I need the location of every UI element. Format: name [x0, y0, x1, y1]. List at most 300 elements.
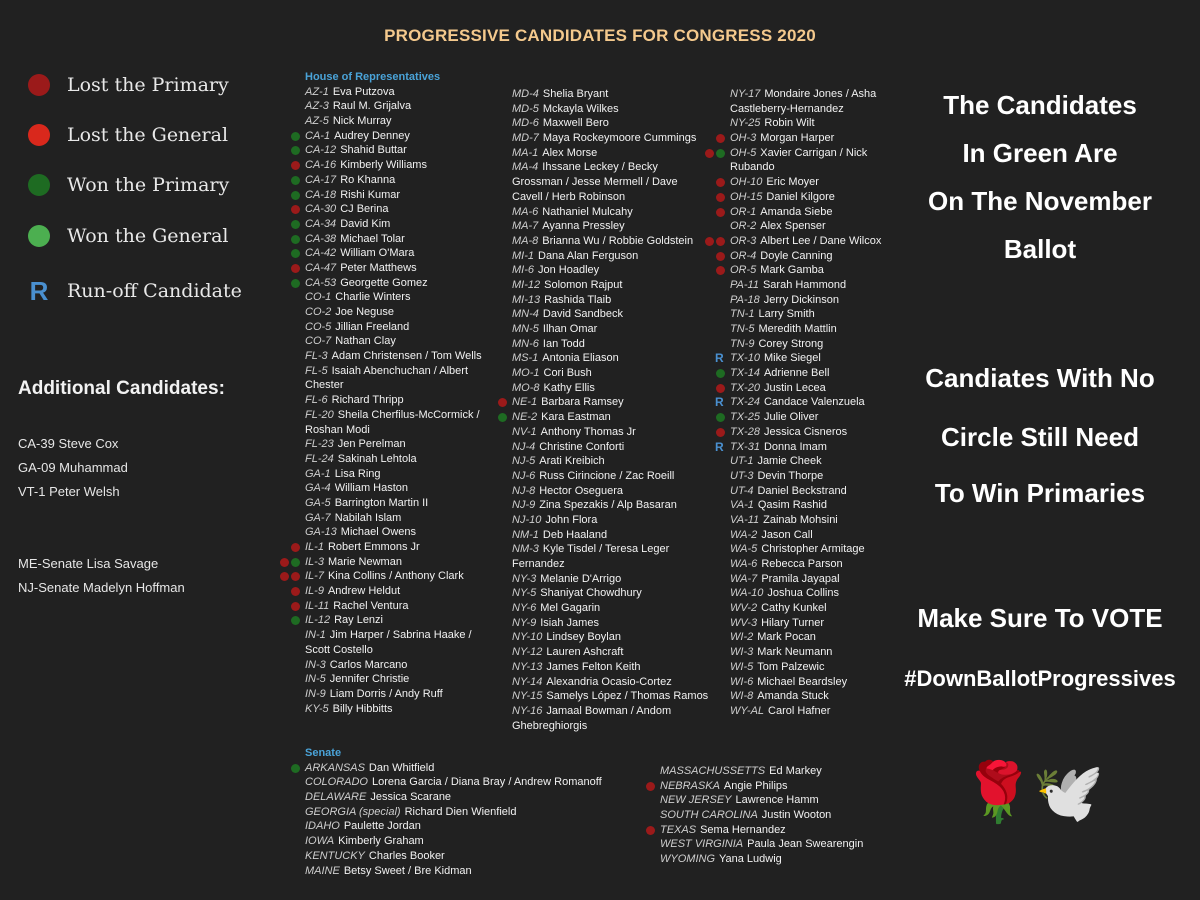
candidate-name: David Sandbeck	[542, 308, 623, 321]
district-code: NJ-9	[512, 499, 536, 512]
district-code: OR-1	[730, 205, 757, 218]
candidate-row	[305, 173, 482, 188]
house-column	[305, 70, 482, 716]
candidate-row	[715, 351, 881, 366]
district-code: CA-38	[305, 232, 337, 245]
status-dot-icon	[291, 764, 300, 773]
candidate-name: Robert Emmons Jr	[327, 541, 420, 553]
candidate-row	[305, 85, 482, 100]
candidate-row	[512, 366, 708, 381]
district-code: WA-10	[730, 587, 764, 600]
candidate-row	[305, 232, 482, 247]
candidate-name: Scott Costello	[305, 643, 373, 656]
candidate-row	[305, 569, 482, 584]
candidate-row	[730, 307, 881, 322]
candidate-name: Zina Spezakis / Alp Basaran	[539, 499, 677, 512]
legend-item	[28, 221, 229, 251]
message-line: The Candidates	[943, 90, 1137, 120]
candidate-name: Jamaal Bowman / Andom	[546, 704, 672, 717]
candidate-row	[512, 704, 708, 719]
district-code: NJ-5	[512, 455, 536, 468]
status-dot-icon	[291, 279, 300, 288]
district-code: MASSACHUSSETTS	[660, 765, 766, 777]
candidate-name: Morgan Harper	[760, 132, 835, 145]
candidate-row	[305, 628, 482, 643]
candidate-row	[305, 819, 602, 834]
candidate-row	[305, 364, 482, 379]
candidate-name: Adrienne Bell	[763, 367, 830, 380]
district-code: WI-2	[730, 631, 754, 644]
candidate-row	[730, 572, 881, 587]
candidate-row-continued	[512, 190, 708, 205]
candidate-row-continued	[512, 719, 708, 734]
candidate-row	[305, 202, 482, 217]
candidate-row	[512, 542, 708, 557]
candidate-row	[305, 467, 482, 482]
status-dot-icon	[716, 266, 725, 275]
district-code: CO-1	[305, 291, 332, 304]
candidate-name: Ed Markey	[769, 765, 822, 777]
candidate-name: Russ Cirincione / Zac Roeill	[539, 469, 675, 482]
candidate-row-continued	[305, 378, 482, 393]
candidate-name: Jamie Cheek	[757, 455, 822, 468]
district-code: UT-4	[730, 484, 754, 497]
district-code: MI-12	[512, 278, 541, 291]
district-code: MI-6	[512, 264, 534, 277]
district-code: MD-4	[512, 88, 539, 100]
house-column	[715, 87, 882, 719]
candidate-name: Fernandez	[512, 558, 565, 570]
candidate-name: Ilhan Omar	[542, 323, 598, 335]
candidate-row	[512, 116, 708, 131]
candidate-name: Richard Thripp	[331, 394, 404, 407]
status-dot-icon	[291, 220, 300, 229]
district-code: MAINE	[305, 864, 340, 877]
candidate-name: Lindsey Boylan	[546, 631, 621, 644]
candidate-name: Andrew Heldut	[327, 585, 401, 598]
candidate-name: Corey Strong	[758, 337, 824, 350]
district-code: MN-5	[512, 323, 539, 335]
candidate-name: Nathan Clay	[335, 335, 396, 348]
candidate-row	[730, 337, 881, 352]
legend-item	[28, 120, 228, 150]
candidate-row	[305, 261, 482, 276]
district-code: NJ-8	[512, 484, 536, 497]
candidate-row-continued	[512, 175, 708, 190]
candidate-row	[305, 305, 482, 320]
candidate-row	[512, 528, 708, 543]
district-code: GA-5	[305, 496, 331, 509]
candidate-row	[305, 393, 482, 408]
candidate-name: Pramila Jayapal	[761, 572, 840, 585]
status-dot-icon	[716, 428, 725, 437]
status-dot-icon	[498, 413, 507, 422]
candidate-row	[512, 410, 708, 425]
candidate-row	[730, 293, 881, 308]
candidate-name: Deb Haaland	[542, 528, 608, 541]
district-code: IL-7	[305, 570, 324, 583]
candidate-name: Richard Dien Wienfield	[404, 805, 517, 818]
candidate-row	[660, 779, 863, 794]
candidate-name: Jim Harper / Sabrina Haake /	[329, 629, 472, 642]
status-dot-icon	[291, 235, 300, 244]
district-code: FL-6	[305, 394, 328, 407]
hashtag: #DownBallotProgressives	[904, 666, 1176, 691]
district-code: NY-12	[512, 646, 543, 659]
candidate-name: Christopher Armitage	[761, 543, 865, 556]
message-line: Circle Still Need	[941, 422, 1139, 452]
candidate-row	[730, 410, 881, 425]
candidate-name: Jennifer Christie	[329, 673, 410, 686]
district-code: OR-5	[730, 264, 757, 277]
status-dot-icon	[716, 134, 725, 143]
legend-dot-icon	[28, 225, 50, 247]
district-code: KY-5	[305, 702, 329, 715]
candidate-row	[730, 630, 881, 645]
candidate-row	[305, 99, 482, 114]
candidate-row	[730, 278, 881, 293]
candidate-name: Donna Imam	[763, 440, 827, 453]
candidate-name: Larry Smith	[758, 308, 815, 321]
candidate-name: Jessica Scarane	[370, 791, 452, 804]
runoff-icon: R	[29, 275, 49, 306]
candidate-row	[305, 452, 482, 467]
status-dot-icon	[291, 191, 300, 200]
status-dot-icon	[498, 398, 507, 407]
district-code: CA-34	[305, 217, 337, 230]
candidate-name: Lawrence Hamm	[735, 794, 819, 807]
district-code: WY-AL	[730, 704, 765, 717]
candidate-row	[730, 234, 881, 249]
candidate-row	[730, 616, 881, 631]
district-code: UT-1	[730, 455, 754, 468]
house-heading: House of Representatives	[305, 71, 441, 83]
district-code: IN-1	[305, 629, 326, 642]
candidate-row	[305, 687, 482, 702]
status-dot-icon	[291, 132, 300, 141]
candidate-row	[305, 511, 482, 526]
candidate-name: Sakinah Lehtola	[337, 452, 417, 465]
candidate-name: William O'Mara	[340, 247, 415, 260]
district-code: MO-8	[512, 381, 540, 394]
runoff-icon: R	[715, 395, 724, 410]
district-code: TX-25	[730, 411, 760, 424]
candidate-name: Sheila Cherfilus-McCormick /	[337, 408, 480, 421]
candidate-name: Maxwell Bero	[542, 117, 609, 130]
additional-candidate: VT-1 Peter Welsh	[18, 484, 120, 499]
district-code: NY-6	[512, 602, 537, 615]
district-code: NY-10	[512, 631, 543, 644]
status-dot-icon	[291, 161, 300, 170]
candidate-row-continued	[512, 557, 708, 572]
district-code: TN-9	[730, 337, 755, 350]
candidate-name: Jason Call	[761, 528, 813, 541]
candidate-row	[512, 660, 708, 675]
legend-label: Won the Primary	[67, 174, 230, 196]
candidate-name: Hector Oseguera	[539, 484, 623, 497]
candidate-row	[512, 381, 708, 396]
district-code: NY-3	[512, 572, 537, 585]
district-code: MA-8	[512, 234, 539, 247]
candidate-row	[730, 498, 881, 513]
candidate-name: Daniel Kilgore	[766, 190, 835, 203]
vote-message: Make Sure To VOTE	[917, 603, 1163, 633]
status-dot-icon	[646, 782, 655, 791]
candidate-row-continued	[730, 102, 881, 117]
candidate-name: Kathy Ellis	[543, 381, 595, 394]
runoff-icon: R	[715, 439, 724, 454]
status-dot-icon	[716, 237, 725, 246]
district-code: OH-3	[730, 132, 757, 145]
candidate-name: Michael Tolar	[340, 232, 405, 245]
candidate-row	[305, 481, 482, 496]
candidate-row	[660, 823, 863, 838]
candidate-row	[305, 790, 602, 805]
message-line: Ballot	[1003, 234, 1077, 264]
candidate-name: Sema Hernandez	[700, 823, 786, 836]
candidate-name: William Haston	[334, 482, 409, 495]
legend-dot-icon	[28, 124, 50, 146]
district-code: MI-13	[512, 293, 541, 306]
candidate-name: Angie Philips	[723, 779, 788, 792]
additional-senate-candidate: ME-Senate Lisa Savage	[18, 556, 159, 571]
candidate-name: Maya Rockeymoore Cummings	[542, 132, 697, 145]
candidate-name: Hilary Turner	[761, 616, 825, 629]
candidate-name: Jessica Cisneros	[763, 425, 848, 438]
candidate-name: Carlos Marcano	[329, 658, 408, 671]
candidate-name: Amanda Siebe	[760, 205, 833, 218]
candidate-row	[512, 205, 708, 220]
candidate-name: Betsy Sweet / Bre Kidman	[343, 864, 472, 877]
candidate-name: Liam Dorris / Andy Ruff	[329, 687, 443, 700]
candidate-row	[305, 437, 482, 452]
candidate-row	[730, 249, 881, 264]
candidate-name: Rebecca Parson	[761, 558, 843, 570]
district-code: OR-3	[730, 234, 757, 247]
candidate-row	[305, 702, 482, 717]
candidate-name: Nathaniel Mulcahy	[542, 205, 633, 218]
legend-label: Won the General	[67, 225, 229, 247]
candidate-row	[512, 675, 708, 690]
district-code: WI-3	[730, 646, 754, 659]
candidate-row	[730, 190, 881, 205]
candidate-name: Lauren Ashcraft	[546, 646, 624, 659]
district-code: TX-28	[730, 425, 760, 438]
district-code: NJ-10	[512, 513, 542, 526]
district-code: GA-7	[305, 511, 331, 524]
candidate-row	[512, 146, 708, 161]
additional-senate-candidate: NJ-Senate Madelyn Hoffman	[18, 580, 185, 595]
candidate-row	[715, 395, 881, 410]
candidate-name: Mckayla Wilkes	[542, 102, 619, 115]
candidate-row	[305, 613, 482, 628]
status-dot-icon	[291, 616, 300, 625]
candidate-name: Albert Lee / Dane Wilcox	[760, 234, 882, 247]
district-code: IL-12	[305, 614, 331, 627]
district-code: KENTUCKY	[305, 849, 365, 862]
legend-dot-icon	[28, 174, 50, 196]
candidate-row	[730, 131, 881, 146]
candidate-name: Mondaire Jones / Asha	[764, 88, 877, 100]
candidate-row	[512, 263, 708, 278]
candidate-name: Billy Hibbitts	[332, 702, 393, 715]
district-code: NY-5	[512, 587, 537, 600]
district-code: TX-10	[730, 352, 760, 365]
candidate-row	[305, 834, 602, 849]
candidate-name: Devin Thorpe	[757, 469, 824, 482]
candidate-name: Doyle Canning	[760, 249, 833, 262]
candidate-name: Adam Christensen / Tom Wells	[331, 350, 482, 363]
candidate-row	[730, 542, 881, 557]
candidate-row	[730, 660, 881, 675]
district-code: NY-9	[512, 616, 537, 629]
candidate-row	[660, 837, 863, 852]
candidate-name: David Kim	[340, 217, 391, 230]
district-code: IOWA	[305, 835, 335, 848]
status-dot-icon	[716, 178, 725, 187]
candidate-name: Cori Bush	[543, 367, 592, 380]
candidate-row	[512, 513, 708, 528]
candidate-name: Mark Neumann	[757, 646, 833, 659]
district-code: NM-1	[512, 528, 539, 541]
candidate-name: Nick Murray	[332, 115, 392, 128]
candidate-name: Alex Spenser	[760, 220, 826, 233]
candidate-name: Kara Eastman	[541, 411, 611, 424]
candidate-name: Cathy Kunkel	[761, 602, 827, 615]
candidate-name: Ray Lenzi	[334, 614, 383, 627]
district-code: TN-1	[730, 308, 755, 321]
district-code: CA-17	[305, 173, 337, 186]
candidate-row	[730, 557, 881, 572]
candidate-name: Eva Putzova	[332, 85, 395, 98]
district-code: FL-24	[305, 452, 334, 465]
district-code: WA-6	[730, 558, 758, 570]
candidate-name: Raul M. Grijalva	[332, 100, 412, 113]
candidate-row	[512, 322, 708, 337]
candidate-name: Solomon Rajput	[544, 278, 623, 291]
status-dot-icon	[291, 587, 300, 596]
status-dot-icon	[716, 193, 725, 202]
candidate-row	[512, 87, 708, 102]
candidate-name: Nabilah Islam	[334, 511, 402, 524]
district-code: CA-18	[305, 188, 337, 201]
candidate-row	[512, 307, 708, 322]
district-code: NV-1	[512, 425, 537, 438]
status-dot-icon	[291, 205, 300, 214]
candidate-name: Rashida Tlaib	[544, 293, 612, 306]
candidate-row	[305, 555, 482, 570]
candidate-name: Samelys López / Thomas Ramos	[546, 690, 709, 703]
district-code: IL-11	[305, 599, 330, 612]
district-code: WI-8	[730, 690, 754, 703]
candidate-row	[512, 425, 708, 440]
candidate-row	[512, 102, 708, 117]
district-code: MD-7	[512, 132, 539, 145]
district-code: WV-2	[730, 602, 758, 615]
candidate-row	[305, 320, 482, 335]
candidate-name: Peter Matthews	[340, 261, 417, 274]
candidate-name: Barbara Ramsey	[541, 396, 624, 409]
status-dot-icon	[705, 237, 714, 246]
candidate-row	[730, 586, 881, 601]
candidate-row	[512, 249, 708, 264]
candidate-row	[305, 408, 482, 423]
candidate-name: Jen Perelman	[337, 438, 406, 451]
candidate-name: Tom Palzewic	[757, 660, 825, 673]
senate-column	[305, 746, 602, 878]
candidate-name: Joe Neguse	[335, 306, 394, 318]
candidate-row-continued	[730, 160, 881, 175]
page-title: PROGRESSIVE CANDIDATES FOR CONGRESS 2020	[384, 26, 816, 45]
candidate-name: Kyle Tisdel / Teresa Leger	[542, 543, 670, 556]
candidate-name: Kina Collins / Anthony Clark	[327, 570, 464, 583]
legend-item	[28, 276, 242, 306]
candidate-name: Brianna Wu / Robbie Goldstein	[542, 234, 694, 247]
district-code: TN-5	[730, 323, 755, 335]
candidate-row	[305, 658, 482, 673]
candidate-name: Paulette Jordan	[343, 820, 421, 833]
district-code: CA-30	[305, 203, 337, 216]
candidate-name: Michael Beardsley	[757, 675, 848, 688]
district-code: CO-2	[305, 306, 332, 318]
candidate-row	[730, 645, 881, 660]
candidate-name: Sarah Hammond	[762, 278, 847, 291]
district-code: COLORADO	[305, 776, 368, 789]
district-code: TX-31	[730, 440, 760, 453]
candidate-name: Rishi Kumar	[340, 188, 401, 201]
district-code: CA-1	[305, 129, 331, 142]
candidate-name: Lorena Garcia / Diana Bray / Andrew Romanoff	[371, 776, 602, 789]
district-code: NY-15	[512, 690, 543, 703]
district-code: MA-6	[512, 205, 539, 218]
district-code: FL-5	[305, 364, 328, 377]
district-code: PA-18	[730, 293, 760, 306]
candidate-row	[730, 263, 881, 278]
candidate-name: Roshan Modi	[305, 423, 370, 436]
candidate-row	[305, 805, 602, 820]
candidate-row	[660, 793, 863, 808]
candidate-row	[512, 131, 708, 146]
district-code: MD-6	[512, 117, 539, 130]
candidate-row	[305, 334, 482, 349]
candidate-row	[730, 484, 881, 499]
candidate-row	[305, 158, 482, 173]
district-code: MA-7	[512, 220, 539, 233]
candidate-row	[305, 217, 482, 232]
district-code: IN-3	[305, 658, 326, 671]
district-code: FL-3	[305, 350, 328, 363]
message-line: To Win Primaries	[934, 478, 1146, 508]
candidate-name: Jon Hoadley	[538, 264, 600, 277]
candidate-name: James Felton Keith	[546, 660, 641, 673]
status-dot-icon	[646, 826, 655, 835]
district-code: VA-11	[730, 513, 760, 526]
candidate-name: Mike Siegel	[763, 352, 821, 365]
candidate-row	[512, 278, 708, 293]
candidate-row	[305, 349, 482, 364]
district-code: GA-1	[305, 467, 331, 480]
candidate-name: John Flora	[545, 513, 598, 526]
candidate-row-continued	[305, 423, 482, 438]
candidate-row	[512, 337, 708, 352]
candidate-row	[512, 586, 708, 601]
candidate-name: Audrey Denney	[334, 129, 410, 142]
district-code: MO-1	[512, 367, 540, 380]
district-code: OH-5	[730, 146, 757, 159]
candidate-name: Amanda Stuck	[757, 690, 829, 703]
message-line: In Green Are	[962, 138, 1118, 168]
status-dot-icon	[716, 149, 725, 158]
